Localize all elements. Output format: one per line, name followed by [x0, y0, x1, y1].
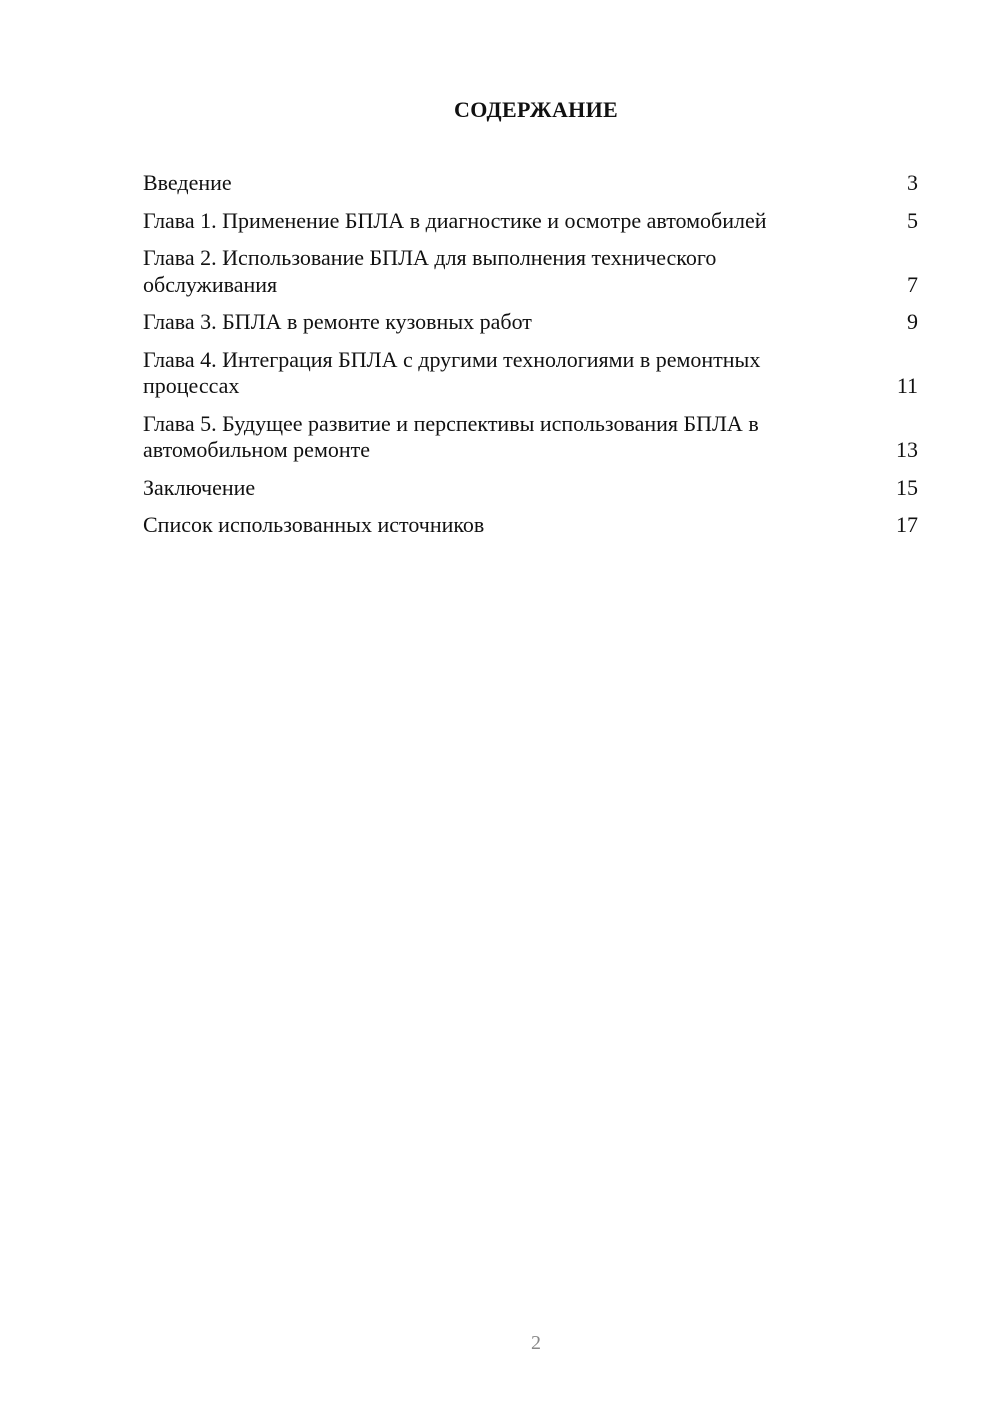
toc-entry-page: 13 — [896, 437, 918, 462]
toc-entry-title: Глава 1. Применение БПЛА в диагностике и осмотре автомобилей — [143, 207, 767, 233]
toc-entry-title: Заключение — [143, 474, 256, 500]
toc-entry-page: 3 — [907, 170, 918, 195]
toc-entry-page: 17 — [896, 512, 918, 537]
toc-entry-title: Глава 5. Будущее развитие и перспективы использования БПЛА в автомобильном ремонте — [143, 410, 759, 462]
toc-entry-chapter-5[interactable] — [143, 411, 918, 464]
toc-entry-title: Введение — [143, 170, 232, 195]
toc-entry-page: 9 — [907, 309, 918, 334]
toc-entry-title: Глава 3. БПЛА в ремонте кузовных работ — [143, 309, 532, 334]
toc-entry-conclusion[interactable] — [143, 475, 918, 502]
toc-entry-title: Глава 2. Использование БПЛА для выполнения технического обслуживания — [143, 245, 717, 297]
toc-entry-references[interactable] — [143, 512, 918, 539]
toc-entry-introduction[interactable] — [143, 170, 918, 197]
toc-entry-chapter-3[interactable] — [143, 309, 918, 336]
page-number: 2 — [531, 1332, 541, 1354]
toc-entry-title: Глава 4. Интеграция БПЛА с другими технологиями в ремонтных процессах — [143, 346, 761, 398]
toc-entry-page: 5 — [907, 207, 918, 233]
toc-entry-title: Список использованных источников — [143, 512, 485, 537]
page-title: СОДЕРЖАНИЕ — [454, 97, 618, 122]
toc-entry-chapter-1[interactable] — [143, 208, 918, 235]
toc-entry-page: 7 — [907, 271, 918, 297]
toc-entry-chapter-4[interactable] — [143, 347, 918, 400]
toc-entry-page: 15 — [896, 474, 918, 500]
table-of-contents — [143, 170, 918, 550]
toc-entry-page: 11 — [896, 373, 918, 398]
toc-entry-chapter-2[interactable] — [143, 245, 918, 298]
